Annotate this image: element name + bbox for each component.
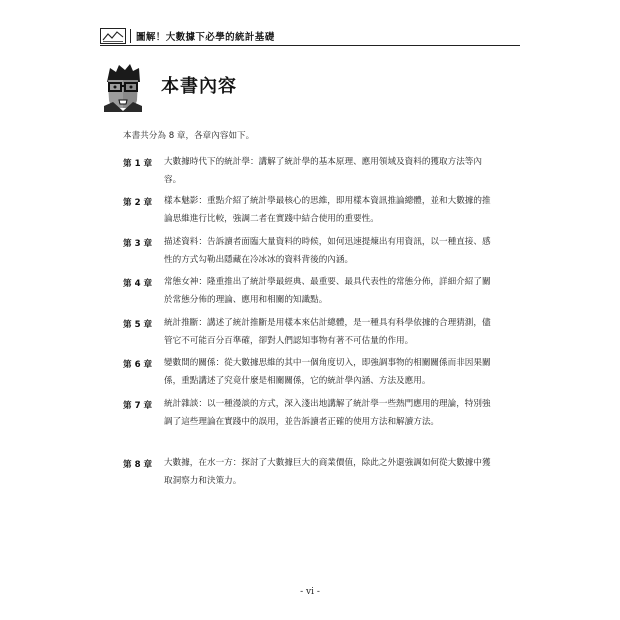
running-header xyxy=(100,28,520,44)
chapter-description: 大數據，在水一方：探討了大數據巨大的商業價值，除此之外還強調如何從大數據中獲取洞察力和決策力。 xyxy=(164,458,491,486)
chart-logo-icon xyxy=(100,28,126,44)
chapter-label: 第 6 章 xyxy=(123,360,153,370)
chapter-label: 第 4 章 xyxy=(123,279,153,289)
chapter-description: 描述資料：告訴讀者面臨大量資料的時候，如何迅速提煉出有用資訊，以一種直接、感性的方式勾勒出隱藏在冷冰冰的資料背後的內涵。 xyxy=(164,237,491,265)
chapter-label: 第 8 章 xyxy=(123,460,153,470)
chapter-description: 統計推斷：講述了統計推斷是用樣本來估計總體，是一種具有科學依據的合理猜測，儘管它不可能百分百準確，卻對人們認知事物有著不可估量的作用。 xyxy=(164,318,491,346)
header-rule xyxy=(100,45,520,46)
chapter-description: 變數間的關係：從大數據思維的其中一個角度切入，即強調事物的相關關係而非因果關係，重點講述了究竟什麼是相關關係，它的統計學內涵、方法及應用。 xyxy=(164,358,491,386)
chapter-label: 第 5 章 xyxy=(123,320,153,330)
book-title: 圖解！大數據下必學的統計基礎 xyxy=(136,32,275,43)
chapter-label: 第 3 章 xyxy=(123,239,153,249)
chapter-description: 樣本魅影：重點介紹了統計學最核心的思維，即用樣本資訊推論總體，並和大數據的推論思維進行比較，強調二者在實踐中結合使用的重要性。 xyxy=(164,196,491,224)
intro-text: 本書共分為 8 章，各章內容如下。 xyxy=(123,131,255,141)
page-number: - vi - xyxy=(300,587,320,597)
chapter-description: 大數據時代下的統計學：講解了統計學的基本原理、應用領域及資料的獲取方法等內容。 xyxy=(164,157,482,185)
chapter-description: 常態女神：隆重推出了統計學最經典、最重要、最具代表性的常態分佈，詳細介紹了關於常態分佈的理論、應用和相關的知識點。 xyxy=(164,277,491,305)
chapter-label: 第 1 章 xyxy=(123,159,153,169)
chapter-label: 第 2 章 xyxy=(123,198,153,208)
chapter-description: 統計雜談：以一種漫談的方式，深入淺出地講解了統計學一些熱門應用的理論，特別強調了這些理論在實踐中的誤用，並告訴讀者正確的使用方法和解讀方法。 xyxy=(164,399,491,427)
mascot-avatar-icon xyxy=(101,62,145,112)
header-divider xyxy=(130,29,131,43)
section-title: 本書內容 xyxy=(161,76,237,97)
chapter-label: 第 7 章 xyxy=(123,401,153,411)
